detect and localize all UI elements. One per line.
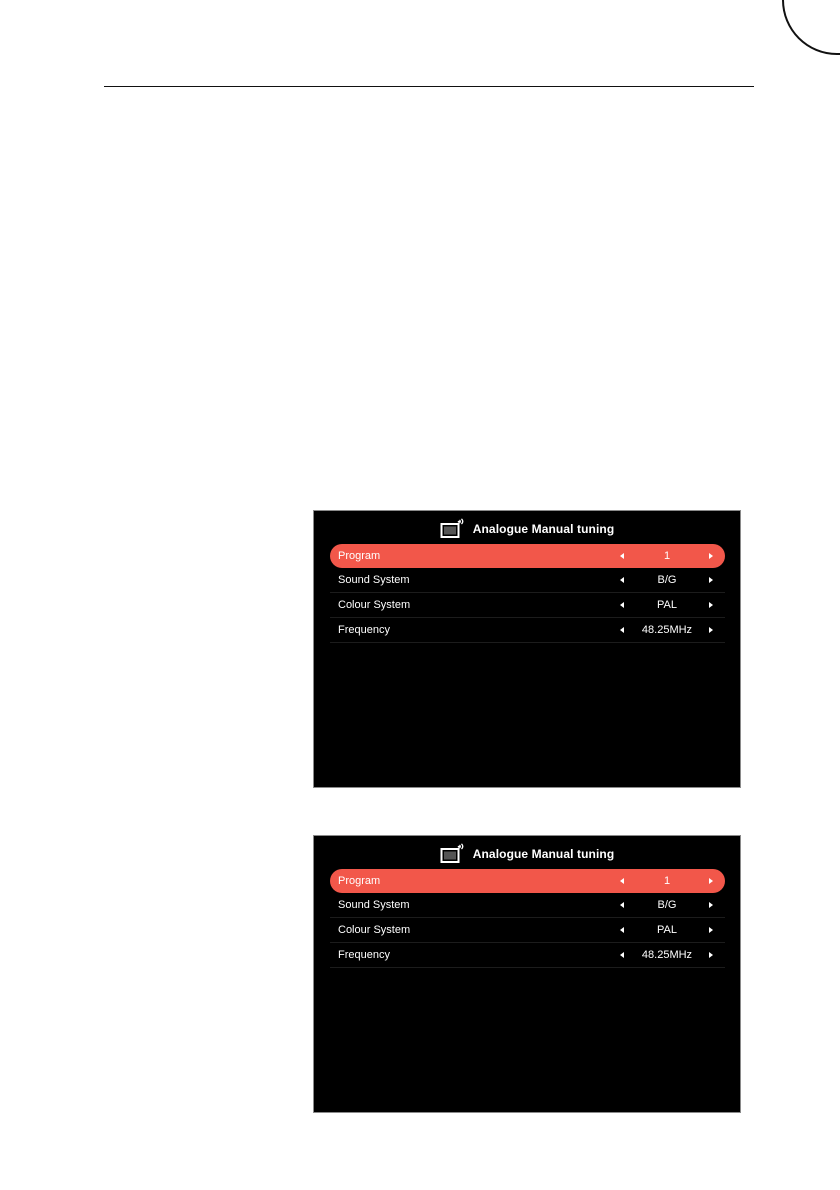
menu-list (330, 544, 725, 643)
arrow-right-icon[interactable] (709, 878, 713, 884)
menu-list (330, 869, 725, 968)
menu-row-sound-system[interactable] (330, 893, 725, 918)
menu-row-colour-system[interactable] (330, 593, 725, 618)
menu-row-program[interactable] (330, 544, 725, 568)
tv-antenna-icon (440, 518, 466, 540)
arrow-left-icon[interactable] (620, 952, 624, 958)
arrow-right-icon[interactable] (709, 927, 713, 933)
row-label: Colour System (338, 599, 411, 611)
menu-title: Analogue Manual tuning (472, 847, 615, 861)
arrow-left-icon[interactable] (620, 577, 624, 583)
row-value: 48.25MHz (641, 624, 693, 636)
arrow-right-icon[interactable] (709, 902, 713, 908)
arrow-left-icon[interactable] (620, 927, 624, 933)
menu-row-sound-system[interactable] (330, 568, 725, 593)
arrow-left-icon[interactable] (620, 902, 624, 908)
row-value: PAL (657, 924, 677, 936)
page-tab-marker (782, 0, 840, 55)
tv-menu-screen-2 (313, 835, 741, 1113)
menu-header (314, 842, 740, 866)
row-value: B/G (657, 899, 677, 911)
row-label: Frequency (338, 624, 390, 636)
menu-title: Analogue Manual tuning (472, 522, 615, 536)
row-label: Frequency (338, 949, 390, 961)
arrow-right-icon[interactable] (709, 553, 713, 559)
row-value: 48.25MHz (641, 949, 693, 961)
row-value: 1 (663, 550, 671, 562)
arrow-left-icon[interactable] (620, 553, 624, 559)
row-label: Program (338, 550, 381, 562)
row-label: Sound System (338, 574, 410, 586)
menu-row-colour-system[interactable] (330, 918, 725, 943)
arrow-right-icon[interactable] (709, 952, 713, 958)
arrow-left-icon[interactable] (620, 602, 624, 608)
menu-row-program[interactable] (330, 869, 725, 893)
header-rule (104, 86, 754, 87)
arrow-right-icon[interactable] (709, 577, 713, 583)
tv-antenna-icon (440, 843, 466, 865)
arrow-left-icon[interactable] (620, 878, 624, 884)
row-label: Sound System (338, 899, 410, 911)
row-value: PAL (657, 599, 677, 611)
row-value: 1 (663, 875, 671, 887)
arrow-left-icon[interactable] (620, 627, 624, 633)
row-value: B/G (657, 574, 677, 586)
row-label: Program (338, 875, 381, 887)
menu-row-frequency[interactable] (330, 618, 725, 643)
menu-header (314, 517, 740, 541)
arrow-right-icon[interactable] (709, 602, 713, 608)
row-label: Colour System (338, 924, 411, 936)
menu-row-frequency[interactable] (330, 943, 725, 968)
arrow-right-icon[interactable] (709, 627, 713, 633)
tv-menu-screen-1 (313, 510, 741, 788)
